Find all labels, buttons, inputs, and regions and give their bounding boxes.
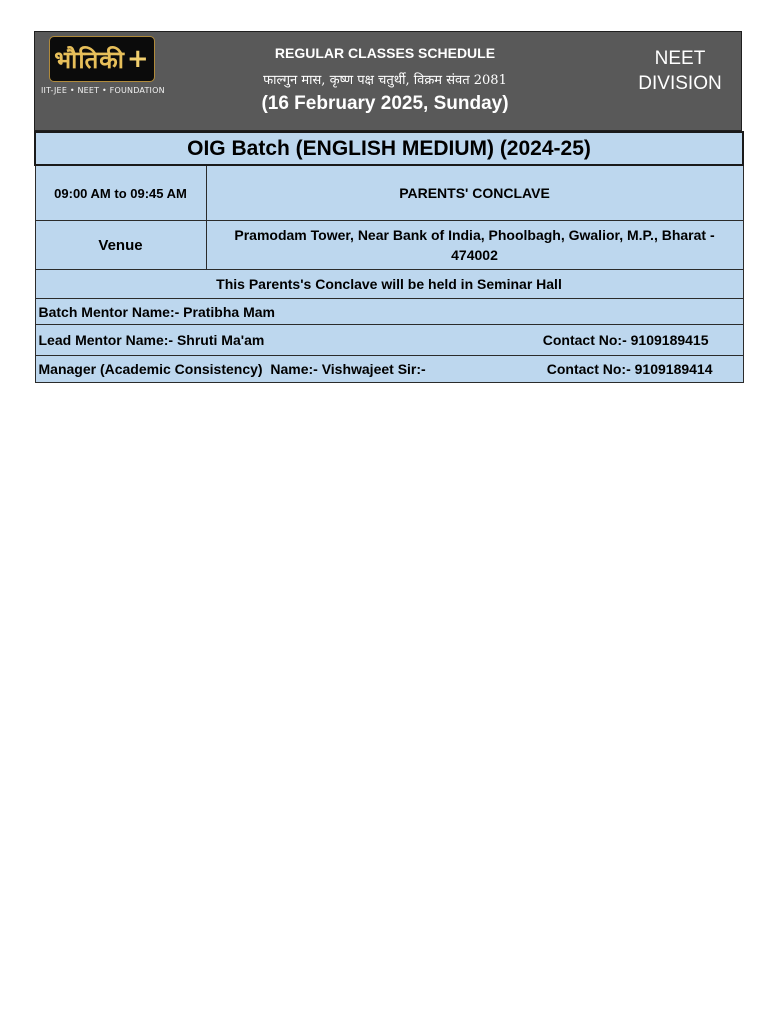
schedule-sheet xyxy=(34,31,742,383)
hindi-date: फाल्गुन मास, कृष्ण पक्ष चतुर्थी, विक्रम संवत 2081 xyxy=(263,73,507,88)
division-line2: DIVISION xyxy=(638,73,722,94)
logo-tagline: IIT-JEE • NEET • FOUNDATION xyxy=(41,86,165,95)
venue-label: Venue xyxy=(35,221,206,270)
table-row xyxy=(35,356,743,383)
venue-address: Pramodam Tower, Near Bank of India, Phoolbagh, Gwalior, M.P., Bharat - 474002 xyxy=(206,221,743,270)
schedule-date: (16 February 2025, Sunday) xyxy=(261,93,509,114)
logo-badge xyxy=(49,36,155,82)
table-row xyxy=(35,325,743,356)
logo-text: भौतिकी xyxy=(54,45,125,74)
table-row xyxy=(35,270,743,299)
table-row xyxy=(35,132,743,165)
schedule-title: REGULAR CLASSES SCHEDULE xyxy=(274,45,496,61)
division-line1: NEET xyxy=(654,48,706,69)
schedule-header xyxy=(34,31,742,131)
batch-mentor: Batch Mentor Name:- Pratibha Mam xyxy=(35,299,743,325)
manager-contact: Contact No:- 9109189414 xyxy=(546,361,713,377)
manager-row xyxy=(35,356,743,383)
lead-mentor-name: Lead Mentor Name:- Shruti Ma'am xyxy=(38,332,265,348)
lead-mentor-contact: Contact No:- 9109189415 xyxy=(542,332,709,348)
brand-logo xyxy=(41,36,165,95)
venue-note: This Parents's Conclave will be held in Seminar Hall xyxy=(35,270,743,299)
manager-name: Manager (Academic Consistency) Name:- Vishwajeet Sir:- xyxy=(38,361,426,377)
table-row xyxy=(35,299,743,325)
schedule-table xyxy=(34,131,744,383)
batch-title: OIG Batch (ENGLISH MEDIUM) (2024-25) xyxy=(35,132,743,165)
table-row xyxy=(35,221,743,270)
header-titles xyxy=(215,32,555,115)
division-label xyxy=(635,46,725,96)
session-time: 09:00 AM to 09:45 AM xyxy=(35,165,206,221)
session-event: PARENTS' CONCLAVE xyxy=(206,165,743,221)
table-row xyxy=(35,165,743,221)
logo-plus-icon: + xyxy=(126,44,150,74)
lead-mentor-row xyxy=(35,325,743,356)
